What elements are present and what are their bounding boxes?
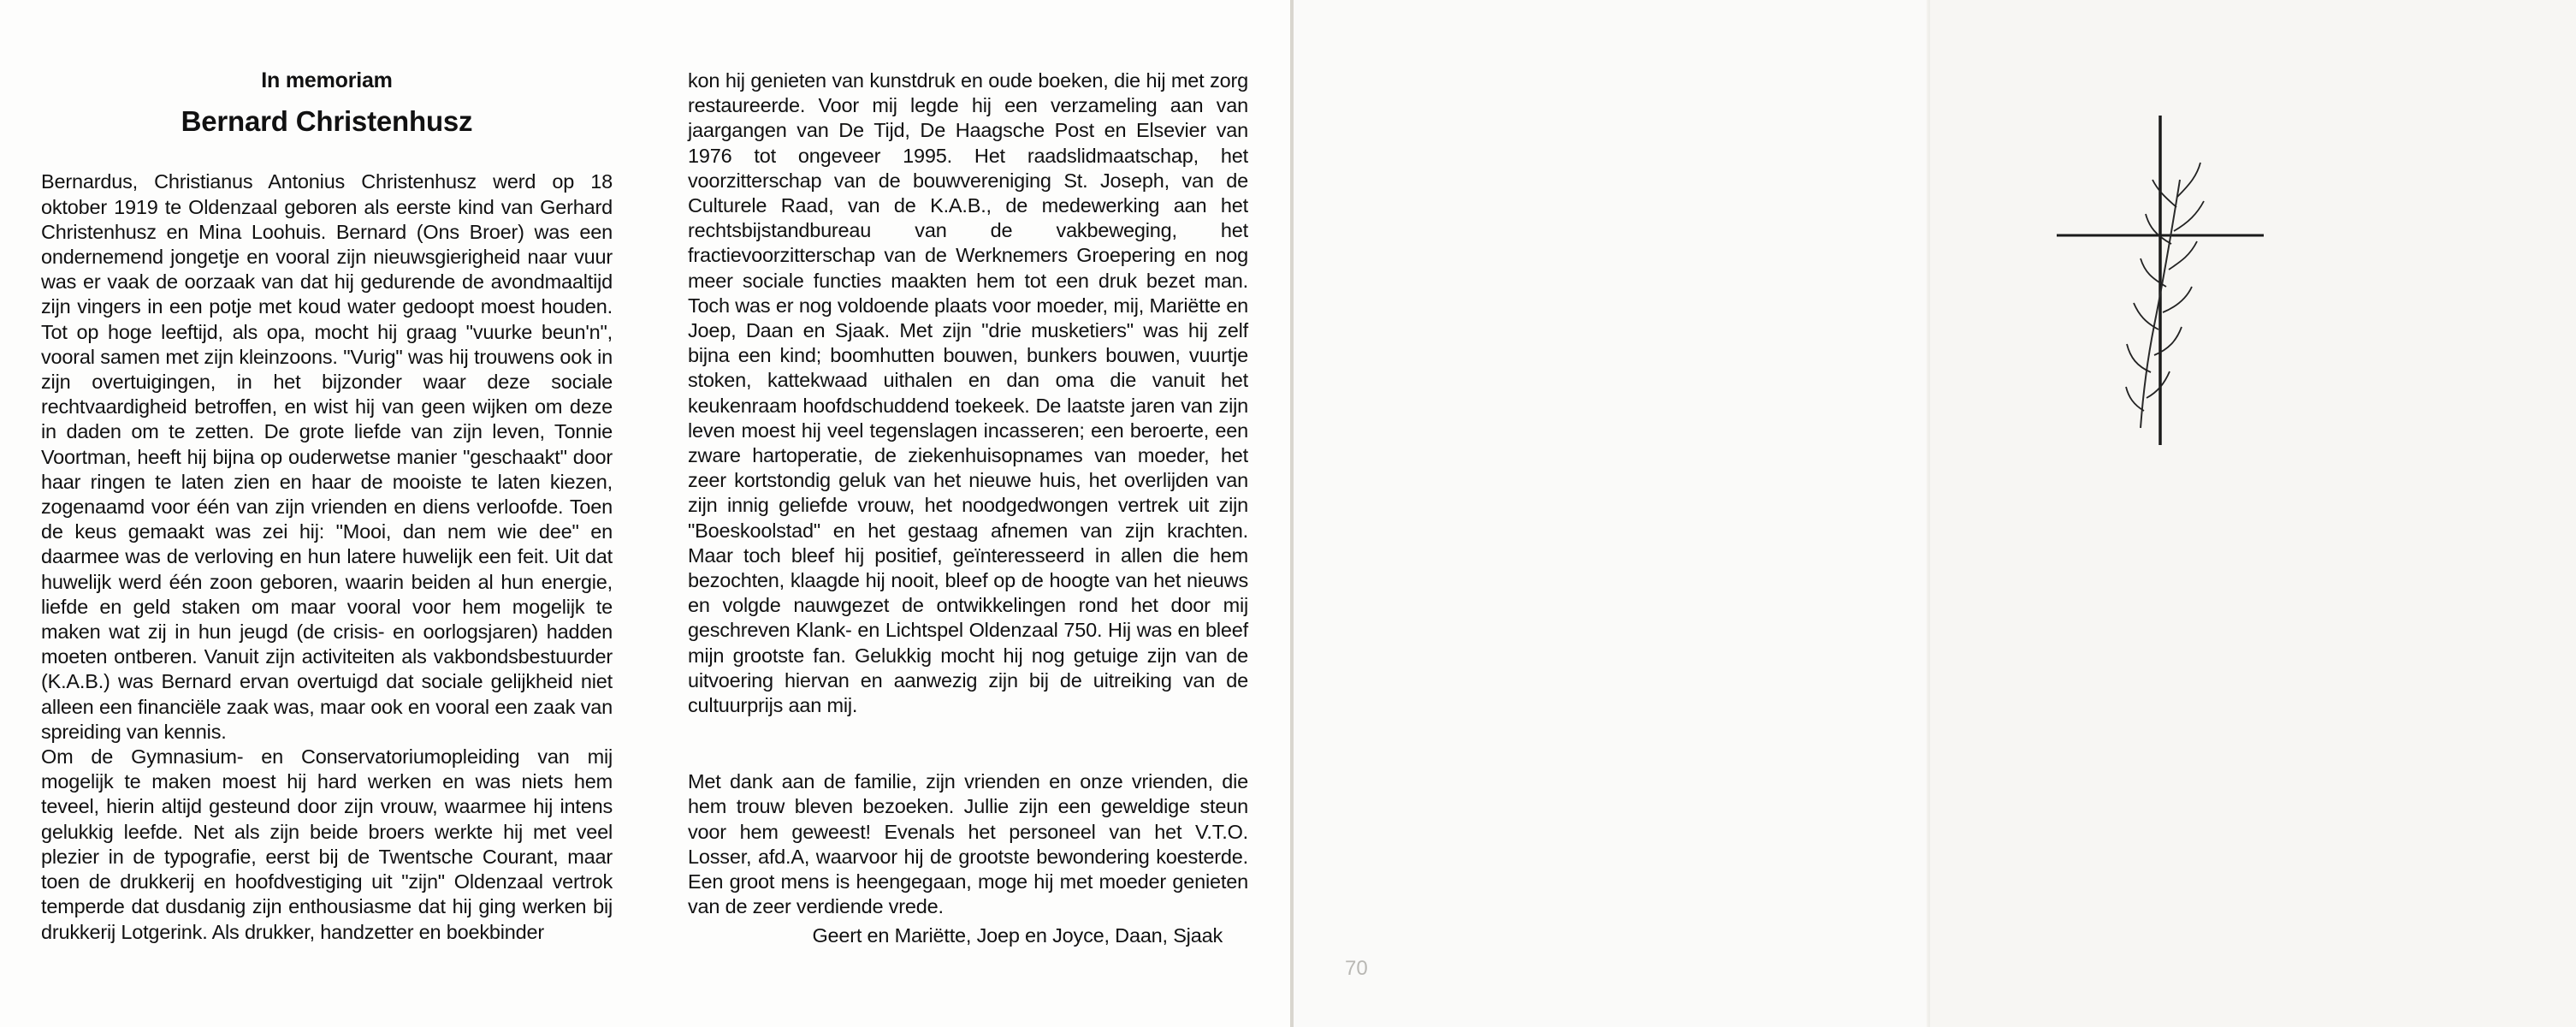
deceased-name: Bernard Christenhusz <box>181 105 473 138</box>
right-paragraph-1: kon hij genieten van kunstdruk en oude boeken, die hij met zorg restaureerde. Voor mij legde hij een verzameling aan van jaargangen van De Tijd, De Haagsche Post en Elsevier van 1976 tot ongeveer 1995. Het raadslidmaatschap, het voorzitterschap van de bouwvereniging St. Joseph, van de Culturele Raad, van de K.A.B., de medewerking aan het rechtsbijstandbureau van de vakbeweging, het fractievoorzitterschap van de Werknemers Groepering en nog meer sociale functies maakten hem tot een druk bezet man. Toch was er nog voldoende plaats voor moeder, mij, Mariëtte en Joep, Daan en Sjaak. Met zijn "drie musketiers" was hij zelf bijna een kind; boomhutten bouwen, bunkers bouwen, vuurtje stoken, kattekwaad uithalen en dan oma die vanuit het keukenraam hoofdschuddend toekeek. De laatste jaren van zijn leven moest hij veel tegenslagen incasseren; een beroerte, een zware hartoperatie, de ziekenhuisopnames van moeder, het zeer kortstondig geluk van het nieuwe huis, het overlijden van zijn innig geliefde vrouw, het noodgedwongen vertrek uit zijn "Boeskoolstad" en het gestaag afnemen van zijn krachten. Maar toch bleef hij positief, geïnteresseerd in allen die hem bezochten, klaagde hij nooit, bleef op de hoogte van het nieuws en volgde nauwgezet de ontwikkelingen rond het door mij geschreven Klank- en Lichtspel Oldenzaal 750. Hij was en bleef mijn grootste fan. Gelukkig mocht hij nog getuige zijn van de uitvoering hiervan en aanwezig zijn bij de uitreiking van de cultuurprijs aan mij. <box>688 69 1248 717</box>
middle-blank-panel <box>1294 0 1927 1027</box>
thanks-paragraph: Met dank aan de familie, zijn vrienden en onze vrienden, die hem trouw bleven bezoeken. Jullie zijn een geweldige steun voor hem geweest! Evenals het personeel van het V.T.O. Losser, afd.A, waarvoor hij de grootste bewondering koesterde. Een groot mens is heengegaan, moge hij met moeder genieten van de zeer verdiende vrede. <box>688 770 1248 918</box>
left-body-text <box>41 169 613 944</box>
paragraph-spacer <box>688 718 1248 769</box>
memoriam-heading: In memoriam <box>261 68 393 92</box>
page-number: 70 <box>1345 957 1368 980</box>
signature-line: Geert en Mariëtte, Joep en Joyce, Daan, Sjaak <box>812 923 1223 947</box>
left-paragraph-1: Bernardus, Christianus Antonius Christenhusz werd op 18 oktober 1919 te Oldenzaal geboren als eerste kind van Gerhard Christenhusz en Mina Loohuis. Bernard (Ons Broer) was een ondernemend jongetje en vooral zijn nieuwsgierigheid naar vuur was er vaak de oorzaak van dat hij gedurende de avondmaaltijd zijn vingers in een potje met koud water gedoopt moest houden. Tot op hoge leeftijd, als opa, mocht hij graag "vuurke beun'n", vooral samen met zijn kleinzoons. "Vurig" was hij trouwens ook in zijn overtuigingen, in het bijzonder waar deze sociale rechtvaardigheid betroffen, en wist hij van geen wijken om deze in daden om te zetten. De grote liefde van zijn leven, Tonnie Voortman, heeft hij bijna op ouderwetse manier "geschaakt" door haar ringen te laten zien en haar de mooiste te laten kiezen, zogenaamd voor één van zijn vrienden en diens verloofde. Toen de keus gemaakt was zei hij: "Mooi, dan nem wie dee" en daarmee was de verloving en hun latere huwelijk een feit. Uit dat huwelijk werd één zoon geboren, waarin beiden al hun energie, liefde en geld staken om maar vooral voor hem mogelijk te maken wat zij in hun jeugd (de crisis- en oorlogsjaren) hadden moeten ontberen. Vanuit zijn activiteiten als vakbondsbestuurder (K.A.B.) was Bernard ervan overtuigd dat sociale gelijkheid niet alleen een financiële zaak was, maar ook en vooral een zaak van spreiding van kennis. <box>41 170 613 743</box>
right-body-text <box>688 68 1248 920</box>
left-text-column <box>41 68 613 945</box>
cross-with-palm-branch-icon <box>2045 111 2276 454</box>
left-paragraph-2: Om de Gymnasium- en Conservatoriumopleiding van mij mogelijk te maken moest hij hard werken en was niets hem teveel, hierin altijd gesteund door zijn vrouw, waarmee hij intens gelukkig leefde. Net als zijn beide broers werkte hij met veel plezier in de typografie, eerst bij de Twentsche Courant, maar toen de drukkerij en hoofdvestiging uit "zijn" Oldenzaal vertrok temperde dat dusdanig zijn enthousiasme dat hij ging werken bij drukkerij Lotgerink. Als drukker, handzetter en boekbinder <box>41 745 613 943</box>
right-text-column <box>688 68 1248 948</box>
